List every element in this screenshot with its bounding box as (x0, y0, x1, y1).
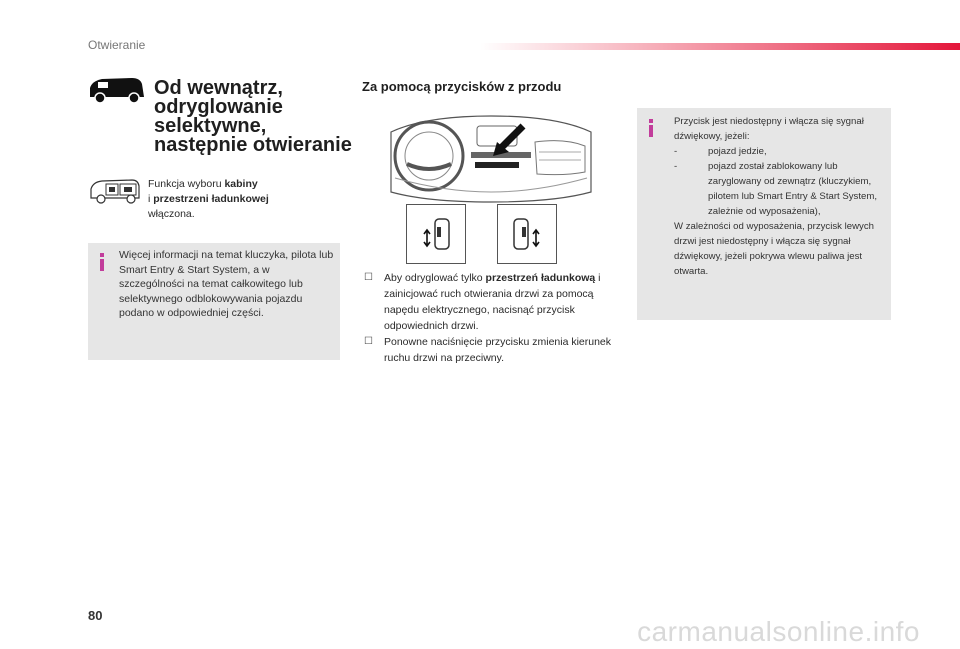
step-prefix: Aby odryglować tylko (384, 272, 486, 284)
section-title: Otwieranie (88, 38, 146, 52)
checkbox-icon: ☐ (364, 272, 373, 283)
step-suffix: i zainicjować ruch otwierania drzwi za pomocą napędu elektrycznego, nacisnąć przycisk odpowiednich drzwi. (384, 272, 601, 332)
step-text: Ponowne naciśnięcie przycisku zmienia kierunek ruchu drzwi na przeciwny. (384, 336, 612, 364)
heading-line: selektywne, (154, 115, 267, 137)
heading-line: Od wewnątrz, (154, 77, 283, 99)
checkbox-icon: ☐ (364, 336, 373, 347)
watermark: carmanualsonline.info (637, 616, 920, 647)
heading-line: odryglowanie (154, 96, 283, 118)
function-cab: kabiny (224, 178, 258, 190)
condition-dash: - (674, 146, 678, 157)
sliding-door-button-icon (407, 205, 465, 263)
step-bold: przestrzeń ładunkową (485, 272, 596, 284)
condition-item (674, 144, 886, 159)
step-item (364, 270, 614, 334)
function-cargo: przestrzeni ładunkowej (153, 193, 269, 205)
condition-dash: - (674, 161, 678, 172)
condition-text: pojazd jedzie, (708, 146, 767, 157)
step-item (364, 334, 614, 366)
condition-text: pojazd został zablokowany lub zaryglowany od zewnątrz (kluczykiem, pilotem lub Smart Entry & Start System, zależnie od wyposażenia), (708, 161, 878, 217)
page-number: 80 (88, 608, 103, 623)
function-description (148, 177, 338, 222)
right-door-button-illustration (497, 204, 557, 264)
sliding-door-button-icon (498, 205, 556, 263)
dashboard-illustration (385, 112, 597, 204)
info-text (674, 114, 886, 279)
van-outline-icon (88, 176, 142, 206)
section-heading (154, 79, 354, 155)
header-accent-bar (480, 43, 960, 50)
sub-heading: Za pomocą przycisków z przodu (362, 79, 562, 94)
function-prefix: Funkcja wyboru (148, 178, 225, 190)
condition-item (674, 159, 886, 219)
function-suffix: włączona. (148, 208, 195, 220)
info-box-right (637, 108, 891, 320)
function-middle: i (148, 193, 154, 205)
info-intro: Przycisk jest niedostępny i włącza się sygnał dźwiękowy, jeżeli: (674, 116, 864, 142)
left-door-button-illustration (406, 204, 466, 264)
info-text: Więcej informacji na temat kluczyka, pilota lub Smart Entry & Start System, a w szczególności na temat całkowitego lub selektywnego odblokowywania pojazdu podano w odpowiedniej części. (119, 249, 334, 319)
instruction-steps (364, 270, 614, 366)
van-icon (86, 75, 146, 105)
info-outro: W zależności od wyposażenia, przycisk lewych drzwi jest niedostępny i włącza się sygnał dźwiękowy, jeżeli pokrywa wlewu paliwa jest otwarta. (674, 221, 874, 277)
info-box-left (88, 243, 340, 360)
heading-line: następnie otwieranie (154, 134, 352, 156)
